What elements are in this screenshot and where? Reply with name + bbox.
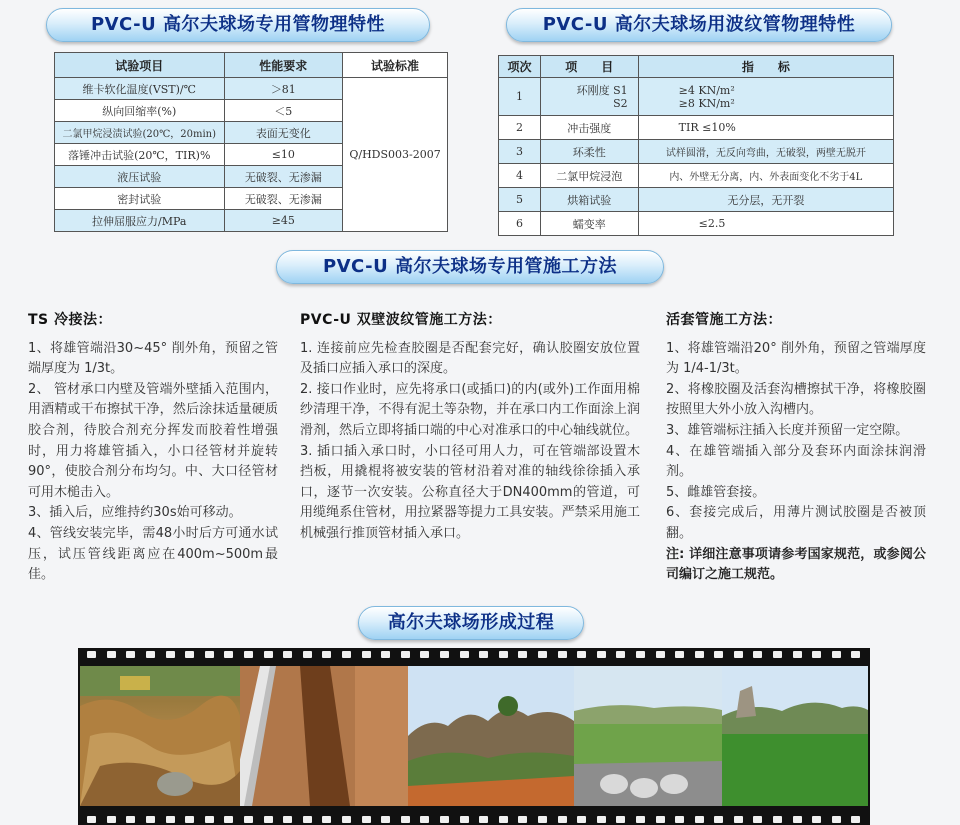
sleeve-method-step: 3、雄管端标注插入长度并预留一定空隙。 xyxy=(666,422,909,438)
film-holes-top xyxy=(78,648,870,660)
excavation-photo xyxy=(80,666,240,806)
table2-item: 环柔性 xyxy=(540,140,638,164)
sleeve-method-section xyxy=(666,310,926,586)
green-course-photo xyxy=(574,666,722,806)
table1-header-std: 试验标准 xyxy=(343,53,448,78)
table2-spec: ≤2.5 xyxy=(638,212,893,236)
table2-no: 5 xyxy=(499,188,541,212)
pipe-properties-heading: PVC-U 高尔夫球场专用管物理特性 xyxy=(46,8,430,42)
table2-no: 4 xyxy=(499,164,541,188)
table1-item: 液压试验 xyxy=(55,166,225,188)
table2-item: 烘箱试验 xyxy=(540,188,638,212)
table2-item: 环刚度 S1 S2 xyxy=(540,78,638,116)
table1-req: ＜5 xyxy=(224,100,343,122)
corrugated-method-title: PVC-U 双壁波纹管施工方法： xyxy=(300,312,502,328)
table2-no: 2 xyxy=(499,116,541,140)
table1-header-item: 试验项目 xyxy=(55,53,225,78)
table1-header-req: 性能要求 xyxy=(224,53,343,78)
film-holes-bottom xyxy=(78,813,870,825)
table2-no: 1 xyxy=(499,78,541,116)
cold-joint-step: 1、将雄管端沿30~45° 削外角，预留之管端厚度为 1/3t。 xyxy=(28,340,278,377)
finished-course-photo xyxy=(722,666,868,806)
cold-joint-title: TS 冷接法： xyxy=(28,312,113,328)
pipe-properties-table xyxy=(54,52,448,232)
table2-spec: TIR ≤10% xyxy=(638,116,893,140)
corrugated-method-step: 3. 插口插入承口时，小口径可用人力，可在管端部设置木挡板，用撬棍将被安装的管材沿着对准的轴线徐徐插入承口，逐节一次安装。公称直径大于DN400mm的管道，可用缆绳系住管材，用拉紧器等提力工具安装。严禁采用施工机械强行推顶管材插入承口。 xyxy=(300,443,640,541)
formation-heading: 高尔夫球场形成过程 xyxy=(358,606,584,640)
sleeve-method-step: 2、将橡胶圈及活套沟槽擦拭干净，将橡胶圈按照里大外小放入沟槽内。 xyxy=(666,381,926,418)
sleeve-method-step: 5、雌雄管套接。 xyxy=(666,484,766,500)
table1-item: 落锤冲击试验(20℃，TIR)% xyxy=(55,144,225,166)
corrugated-properties-heading: PVC-U 高尔夫球场用波纹管物理特性 xyxy=(506,8,892,42)
table1-standard: Q/HDS003-2007 xyxy=(343,78,448,232)
table1-req: ＞81 xyxy=(224,78,343,100)
table2-no: 3 xyxy=(499,140,541,164)
corrugated-properties-table xyxy=(498,55,894,236)
table1-req: 表面无变化 xyxy=(224,122,343,144)
construction-heading: PVC-U 高尔夫球场专用管施工方法 xyxy=(276,250,664,284)
table2-spec: ≥4 KN/m² ≥8 KN/m² xyxy=(638,78,893,116)
table2-item: 二氯甲烷浸泡 xyxy=(540,164,638,188)
trench-pipe-photo xyxy=(240,666,408,806)
table2-item: 蠕变率 xyxy=(540,212,638,236)
corrugated-method-section xyxy=(300,310,640,545)
table1-req: ≤10 xyxy=(224,144,343,166)
table2-spec: 无分层，无开裂 xyxy=(638,188,893,212)
table1-item: 二氯甲烷浸渍试验(20℃，20min) xyxy=(55,122,225,144)
table2-header-item: 项 目 xyxy=(540,56,638,78)
table2-header-no: 项次 xyxy=(499,56,541,78)
sleeve-method-step: 1、将雄管端沿20° 削外角，预留之管端厚度为 1/4-1/3t。 xyxy=(666,340,926,377)
cold-joint-step: 3、插入后，应维持约30s始可移动。 xyxy=(28,505,242,521)
table1-req: 无破裂、无渗漏 xyxy=(224,188,343,210)
table1-item: 纵向回缩率(%) xyxy=(55,100,225,122)
table2-item: 冲击强度 xyxy=(540,116,638,140)
sleeve-method-note: 注: 详细注意事项请参考国家规范，或参阅公司编订之施工规范。 xyxy=(666,546,926,583)
table2-spec: 试样圆滑，无反向弯曲，无破裂，两壁无脱开 xyxy=(638,140,893,164)
cold-joint-step: 2、 管材承口内壁及管端外壁插入范围内，用酒精或干布擦拭干净，然后涂抹适量硬质胶合剂，待胶合剂充分挥发而胶着性增强时，用力将雄管插入，小口径管材并旋转 90°，使胶合剂分布均匀。中、大口径管材可用木槌击入。 xyxy=(28,381,278,500)
sleeve-method-step: 6、套接完成后，用薄片测试胶圈是否被顶翻。 xyxy=(666,505,926,541)
table1-item: 密封试验 xyxy=(55,188,225,210)
sleeve-method-step: 4、在雄管端插入部分及套环内面涂抹润滑剂。 xyxy=(666,443,926,480)
table2-no: 6 xyxy=(499,212,541,236)
sleeve-method-title: 活套管施工方法： xyxy=(666,312,782,328)
corrugated-method-step: 2. 接口作业时，应先将承口(或插口)的内(或外)工作面用棉纱清理干净，不得有泥土等杂物，并在承口内工作面涂上润滑剂，然后立即将插口端的中心对准承口的中心轴线就位。 xyxy=(300,381,640,438)
formation-film-strip xyxy=(78,648,870,825)
table1-item: 维卡软化温度(VST)/℃ xyxy=(55,78,225,100)
table1-item: 拉伸屈服应力/MPa xyxy=(55,210,225,232)
table1-req: 无破裂、无渗漏 xyxy=(224,166,343,188)
cold-joint-section xyxy=(28,310,278,586)
table2-header-spec: 指 标 xyxy=(638,56,893,78)
table2-spec: 内、外壁无分离，内、外表面变化不劣于4L xyxy=(638,164,893,188)
corrugated-method-step: 1. 连接前应先检查胶圈是否配套完好，确认胶圈安放位置及插口应插入承口的深度。 xyxy=(300,340,640,377)
rock-landscape-photo xyxy=(408,666,574,806)
cold-joint-step: 4、管线安装完毕，需48小时后方可通水试压，试压管线距离应在400m~500m最佳。 xyxy=(28,525,278,583)
table1-req: ≥45 xyxy=(224,210,343,232)
